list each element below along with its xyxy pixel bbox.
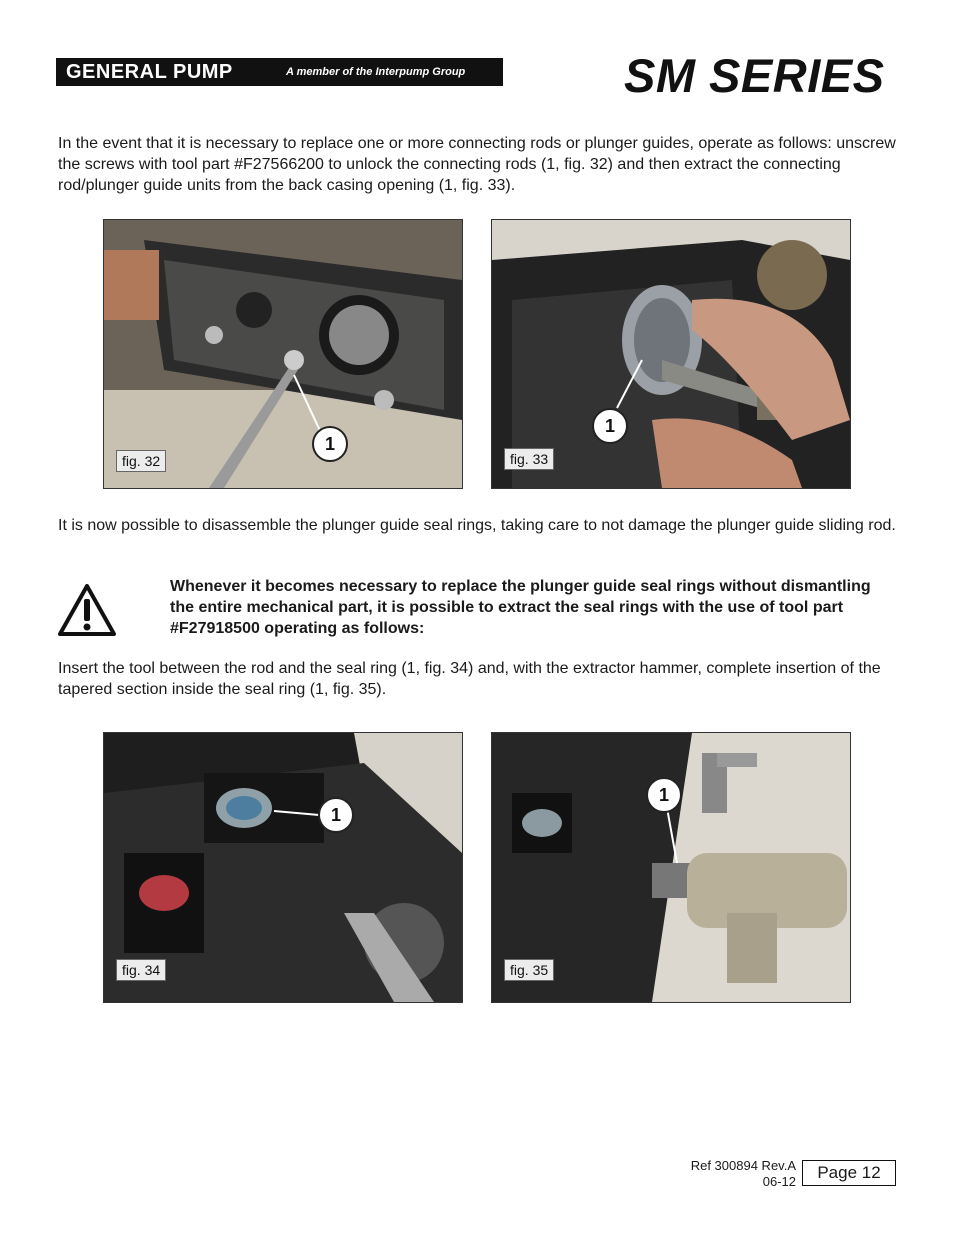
warning-triangle-icon <box>56 582 118 643</box>
figure-32-photo <box>103 219 463 489</box>
brand-tagline: A member of the Interpump Group <box>286 66 466 78</box>
figure-35-photo <box>491 732 851 1003</box>
figure-32-label: fig. 32 <box>116 450 166 472</box>
figure-32-callout: 1 <box>312 426 348 462</box>
figure-34-label: fig. 34 <box>116 959 166 981</box>
footer-ref-number: Ref 300894 Rev.A <box>690 1158 796 1173</box>
brand-name: GENERAL PUMP <box>66 61 233 83</box>
intro-paragraph: In the event that it is necessary to replace one or more connecting rods or plunger guides, operate as follows: unscrew the screws with tool part #F27566200 to unlock the connecting rods (1, fig. 32) and then extract the connecting rod/plunger guide units from the back casing opening (1, fig. 33). <box>58 135 896 194</box>
warning-text: Whenever it becomes necessary to replace the plunger guide seal rings without dismantling the entire mechanical part, it is possible to extract the seal rings with the use of tool part #F27918500 operating as follows: <box>170 578 871 637</box>
figure-33-label: fig. 33 <box>504 448 554 470</box>
figure-34-callout: 1 <box>318 797 354 833</box>
figure-35-label: fig. 35 <box>504 959 554 981</box>
figure-33-callout: 1 <box>592 408 628 444</box>
figure-35-callout: 1 <box>646 777 682 813</box>
series-title: SM SERIES <box>624 49 885 102</box>
figure-33-photo <box>491 219 851 489</box>
footer-reference <box>660 1158 796 1190</box>
brand-bar <box>56 58 503 86</box>
insert-tool-paragraph: Insert the tool between the rod and the seal ring (1, fig. 34) and, with the extractor hammer, complete insertion of the tapered section inside the seal ring (1, fig. 35). <box>58 660 881 698</box>
figure-34-photo <box>103 732 463 1003</box>
disassemble-paragraph: It is now possible to disassemble the plunger guide seal rings, taking care to not damage the plunger guide sliding rod. <box>58 517 896 534</box>
footer-date: 06-12 <box>762 1174 796 1189</box>
page-number: Page 12 <box>802 1160 896 1186</box>
